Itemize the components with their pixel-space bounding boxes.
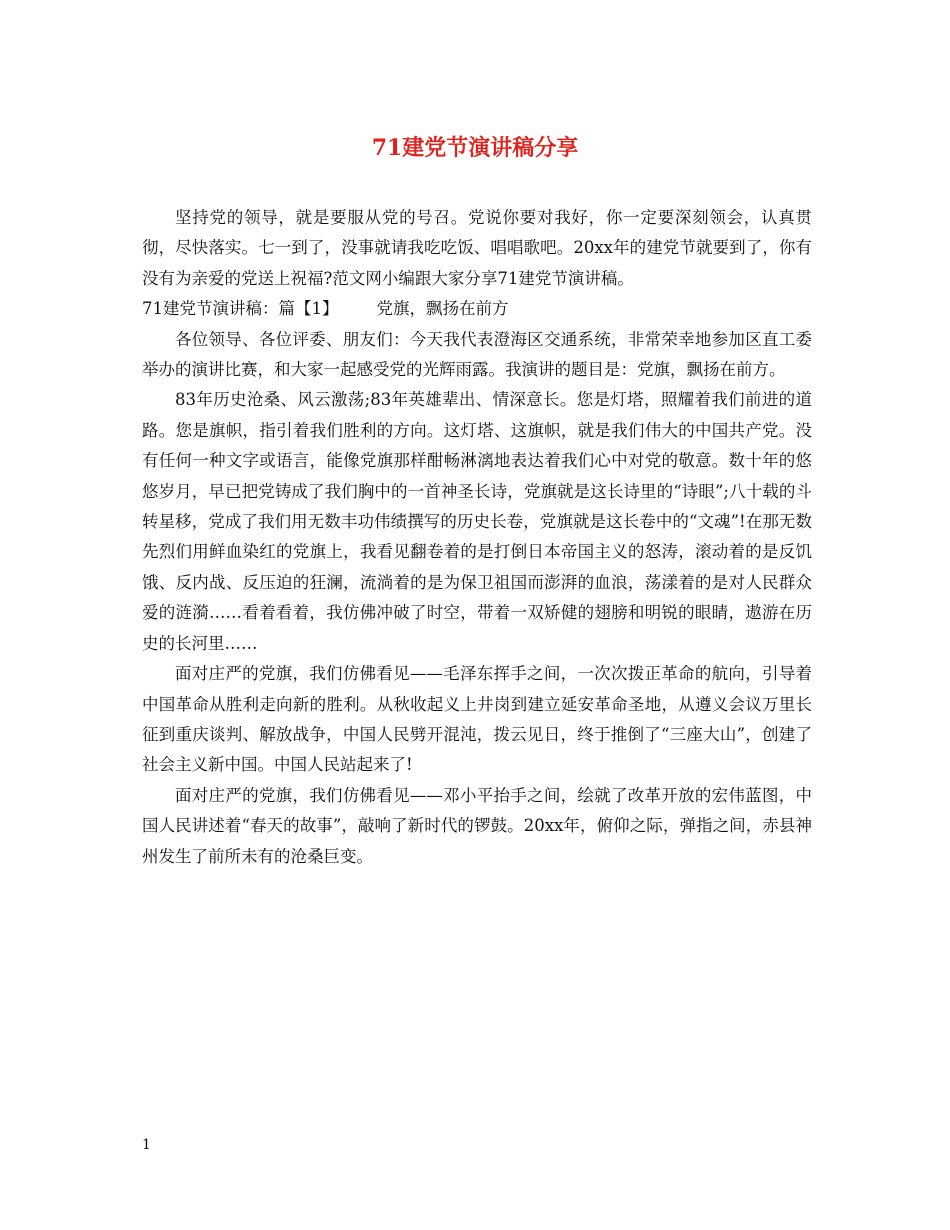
body-paragraph: 面对庄严的党旗，我们仿佛看见——毛泽东挥手之间，一次次拨正革命的航向，引导着中国革命从胜利走向新的胜利。从秋收起义上井岗到建立延安革命圣地，从遵义会议万里长征到重庆谈判、解放战争，中国人民劈开混沌，拨云见日，终于推倒了“三座大山”，创建了社会主义新中国。中国人民站起来了!	[142, 664, 812, 775]
section-heading	[142, 294, 812, 324]
body-paragraph: 83年历史沧桑、风云激荡;83年英雄辈出、情深意长。您是灯塔，照耀着我们前进的道路。您是旗帜，指引着我们胜利的方向。这灯塔、这旗帜，就是我们伟大的中国共产党。没有任何一种文字或语言，能像党旗那样酣畅淋漓地表达着我们心中对党的敬意。数十年的悠悠岁月，早已把党铸成了我们胸中的一首神圣长诗，党旗就是这长诗里的“诗眼”;八十载的斗转星移，党成了我们用无数丰功伟绩撰写的历史长卷，党旗就是这长卷中的“文魂”!在那无数先烈们用鲜血染红的党旗上，我看见翻卷着的是打倒日本帝国主义的怒涛，滚动着的是反饥饿、反内战、反压迫的狂澜，流淌着的是为保卫祖国而澎湃的血浪，荡漾着的是对人民群众爱的涟漪……看着看着，我仿佛冲破了时空，带着一双矫健的翅膀和明锐的眼睛，遨游在历史的长河里……	[142, 390, 812, 653]
section-subtitle: 党旗，飘扬在前方	[376, 299, 509, 319]
document-body	[142, 203, 812, 872]
page-number: 1	[142, 1137, 151, 1153]
page-title: 71建党节演讲稿分享	[371, 135, 579, 161]
body-paragraph: 各位领导、各位评委、朋友们：今天我代表澄海区交通系统，非常荣幸地参加区直工委举办的演讲比赛，和大家一起感受党的光辉雨露。我演讲的题目是：党旗，飘扬在前方。	[142, 329, 812, 380]
intro-paragraph: 坚持党的领导，就是要服从党的号召。党说你要对我好，你一定要深刻领会，认真贯彻，尽快落实。七一到了，没事就请我吃吃饭、唱唱歌吧。20xx年的建党节就要到了，你有没有为亲爱的党送上祝福?范文网小编跟大家分享71建党节演讲稿。	[142, 208, 812, 288]
body-paragraph: 面对庄严的党旗，我们仿佛看见——邓小平抬手之间，绘就了改革开放的宏伟蓝图，中国人民讲述着“春天的故事”，敲响了新时代的锣鼓。20xx年，俯仰之际，弹指之间，赤县神州发生了前所未有的沧桑巨变。	[142, 785, 812, 866]
section-label: 71建党节演讲稿：篇【1】	[142, 299, 339, 319]
